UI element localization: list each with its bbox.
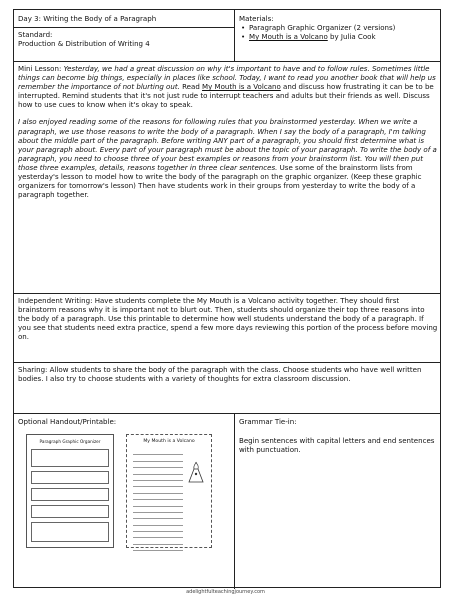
header-divider — [14, 27, 234, 28]
header-vertical-divider — [234, 10, 235, 61]
sharing-text: Allow students to share the body of the paragraph with the class. Choose students who have well written bodies. I also try to choose students with a variety of thoughts for extra classroom discussion. — [18, 365, 422, 384]
book-link[interactable]: My Mouth is a Volcano — [249, 32, 328, 42]
independent-label: Independent Writing: — [18, 296, 95, 305]
independent-text: Have students complete the My Mouth is a Volcano activity together. They should first brainstorm reasons why it is important not to blurt out. Then, students should organize their top three reasons into the body of a paragraph. Use this printable to determine how well students understand the body of a paragraph. If you see that students need extra practice, spend a few more days reviewing this portion of the process before moving on. — [18, 296, 438, 342]
mini-lesson-section — [18, 64, 438, 199]
mini-lesson-label: Mini Lesson: — [18, 64, 64, 73]
thumbnail-title: My Mouth is a Volcano — [143, 439, 195, 444]
section-divider — [14, 413, 440, 414]
materials-item: • Paragraph Graphic Organizer (2 versions) — [249, 23, 437, 32]
handout-label: Optional Handout/Printable: — [18, 417, 117, 426]
handout-cell — [18, 417, 230, 426]
materials-label: Materials: — [239, 14, 274, 23]
materials-item: • My Mouth is a Volcano by Julia Cook — [249, 32, 437, 41]
standard-cell — [18, 30, 230, 48]
day-title-cell — [18, 14, 230, 23]
footer-url: adelightfulteachingjourney.com — [186, 589, 265, 595]
volcano-icon — [187, 461, 205, 483]
lesson-plan-page — [13, 9, 441, 588]
mini-lesson-paragraph-1: Mini Lesson: Yesterday, we had a great discussion on why it's important to have and to follow rules. Sometimes little things can become big things, especially in places like school. Today, I want to read you another book that will help us remember the importance of not blurting out. Read My Mouth is a Volcano and discuss how frustrating it can be to be interrupted. Remind students that it's not just rude to interrupt teachers and adults but their friends as well. Discuss how to use cues to know when it's okay to speak. — [18, 64, 436, 110]
bottom-vertical-divider — [234, 413, 235, 589]
sharing-label: Sharing: — [18, 365, 48, 374]
grammar-cell — [239, 417, 437, 454]
grammar-text: Begin sentences with capital letters and end sentences with punctuation. — [239, 436, 435, 455]
section-divider — [14, 61, 440, 62]
grammar-label: Grammar Tie-in: — [239, 417, 297, 426]
materials-list — [239, 23, 437, 41]
standard-text: Production & Distribution of Writing 4 — [18, 39, 150, 49]
materials-cell — [239, 14, 437, 41]
standard-label: Standard: — [18, 30, 53, 39]
thumbnail-title: Paragraph Graphic Organizer — [39, 439, 101, 444]
sharing-section — [18, 365, 438, 383]
section-divider — [14, 362, 440, 363]
mini-lesson-paragraph-2: I also enjoyed reading some of the reasons for following rules that you brainstormed yesterday. When we write a paragraph, we use those reasons to write the body of a paragraph. When I say the body of a paragraph, I'm talking about the middle part of the paragraph. Before writing ANY part of a paragraph, you should first determine what is your paragraph about. Every part of your paragraph must be about the topic of your paragraph. To write the body of a paragraph, you need to choose three of your best examples or reasons from your brainstorm list. You will then put those three examples, details, reasons together in three clear sentences. Use some of the brainstorm lists from yesterday's lesson to model how to write the body of the paragraph on the graphic organizer. (Keep these graphic organizers for tomorrow's lesson) Then have students work in their groups from yesterday to write the body of a paragraph together. — [18, 117, 437, 200]
section-divider — [14, 293, 440, 294]
volcano-printable-thumbnail — [126, 434, 212, 548]
book-link[interactable]: My Mouth is a Volcano — [202, 82, 281, 92]
graphic-organizer-thumbnail — [26, 434, 114, 548]
independent-writing-section — [18, 296, 438, 341]
day-title: Day 3: Writing the Body of a Paragraph — [18, 14, 157, 23]
